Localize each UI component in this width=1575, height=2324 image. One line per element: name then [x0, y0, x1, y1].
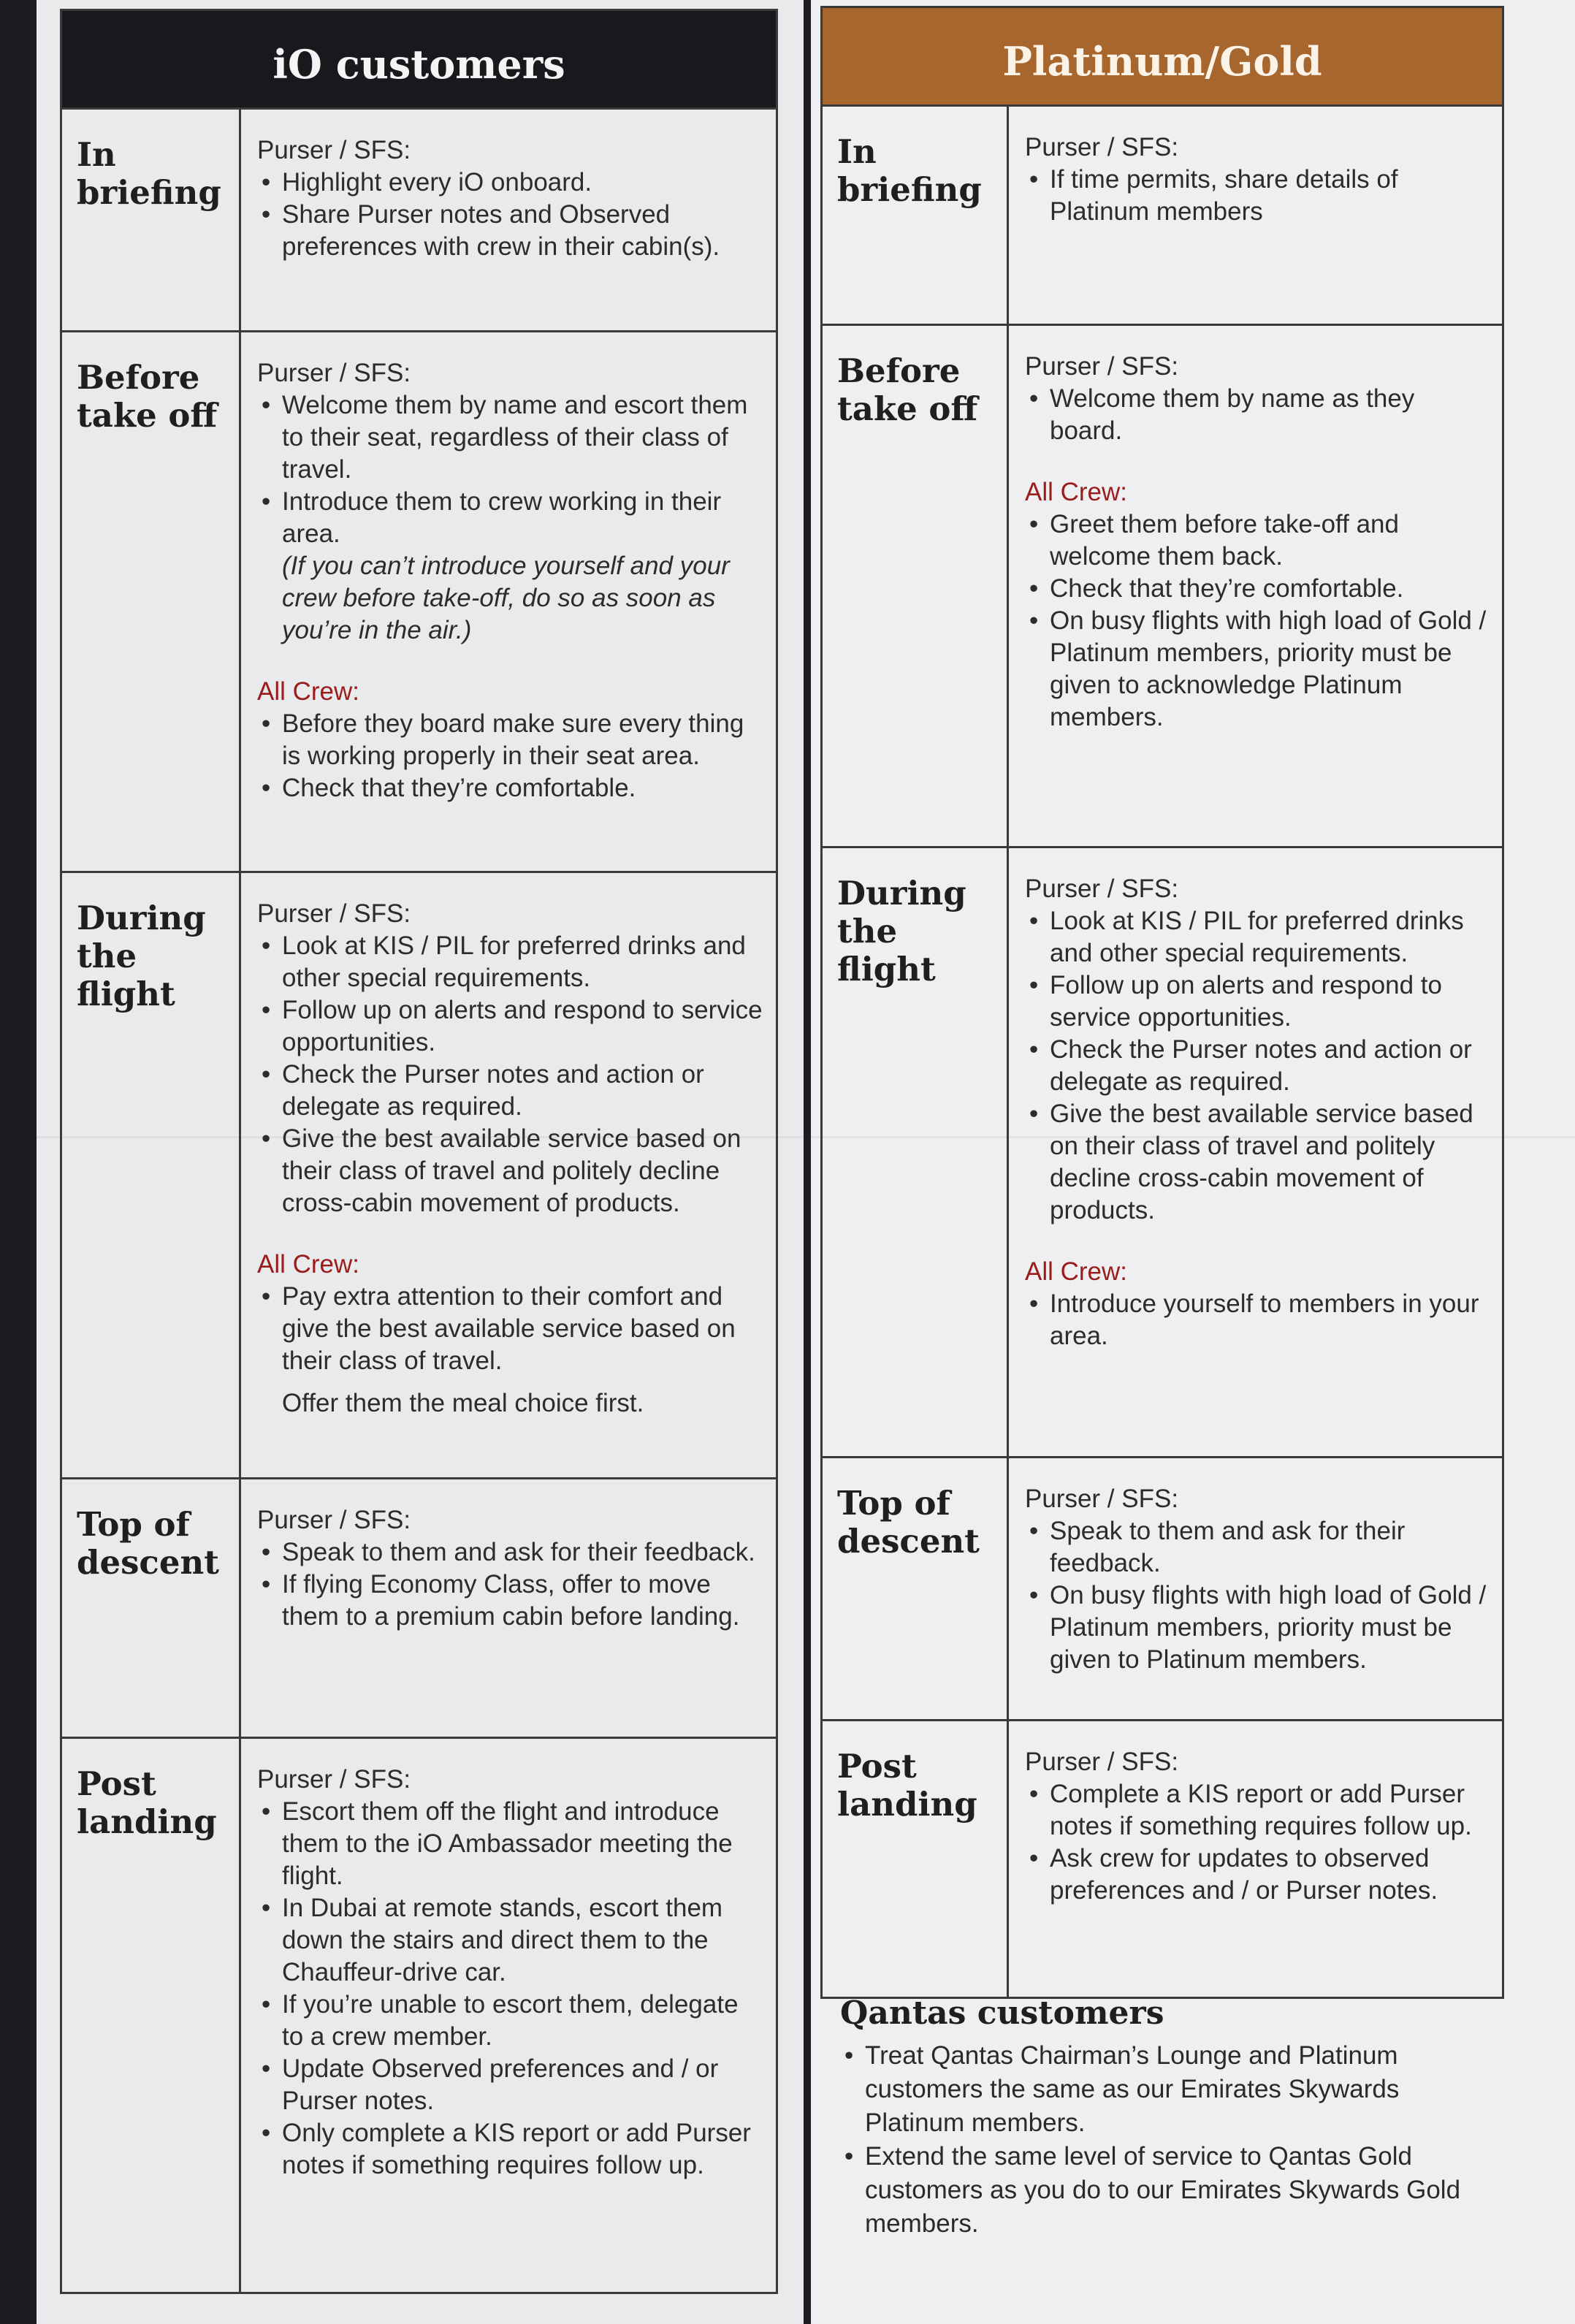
list-item: • Complete a KIS report or add Purser notes if something requires follow up. [1025, 1778, 1489, 1843]
list-item: • Share Purser notes and Observed preferences with crew in their cabin(s). [257, 199, 763, 263]
list-item: • Pay extra attention to their comfort and give the best available service based on their class of travel. [257, 1281, 763, 1377]
all-crew-label: All Crew: [1025, 1257, 1128, 1286]
qantas-customers-section [840, 1995, 1498, 2241]
row-post-landing [61, 1738, 777, 2293]
purser-label: Purser / SFS: [257, 899, 411, 928]
list-item: • Escort them off the flight and introduce them to the iO Ambassador meeting the flight. [257, 1796, 763, 1892]
list-item: • Treat Qantas Chairman’s Lounge and Platinum customers the same as our Emirates Skywards Platinum members. [840, 2039, 1498, 2140]
all-crew-label: All Crew: [257, 1250, 360, 1279]
stage-content [240, 1738, 777, 2293]
stage-label: Top of descent [61, 1479, 240, 1738]
stage-content [240, 872, 777, 1479]
list-item: • Ask crew for updates to observed preferences and / or Purser notes. [1025, 1843, 1489, 1907]
purser-list [1025, 905, 1489, 1227]
crew-list [257, 708, 763, 804]
list-item: • Update Observed preferences and / or Purser notes. [257, 2053, 763, 2117]
list-item: • Introduce yourself to members in your area. [1025, 1288, 1489, 1352]
qantas-heading: Qantas customers [840, 1995, 1164, 2032]
list-item: • On busy flights with high load of Gold / Platinum members, priority must be given to acknowledge Platinum members. [1025, 605, 1489, 734]
purser-label: Purser / SFS: [257, 1765, 411, 1794]
table-heading: iO customers [61, 10, 777, 109]
row-in-briefing [61, 109, 777, 332]
stage-content [1008, 1458, 1503, 1721]
stage-content [1008, 106, 1503, 325]
stage-label: Post landing [61, 1738, 240, 2293]
row-post-landing [822, 1721, 1503, 1998]
stage-label: Post landing [822, 1721, 1008, 1998]
purser-list [1025, 164, 1489, 228]
list-item: • Before they board make sure every thing is working properly in their seat area. [257, 708, 763, 772]
crew-list [257, 1281, 763, 1377]
list-item: • Speak to them and ask for their feedback. [257, 1536, 763, 1569]
crew-list [1025, 1288, 1489, 1352]
list-item: • Follow up on alerts and respond to service opportunities. [1025, 969, 1489, 1034]
stage-content [240, 109, 777, 332]
list-item: • Check the Purser notes and action or delegate as required. [257, 1059, 763, 1123]
list-item: • Check that they’re comfortable. [257, 772, 763, 804]
stage-content [1008, 325, 1503, 847]
purser-list [1025, 1778, 1489, 1907]
purser-label: Purser / SFS: [1025, 875, 1179, 903]
row-top-of-descent [822, 1458, 1503, 1721]
all-crew-label: All Crew: [1025, 478, 1128, 506]
row-top-of-descent [61, 1479, 777, 1738]
row-during-the-flight [61, 872, 777, 1479]
list-item-text: Introduce them to crew working in their area. [282, 487, 722, 548]
list-item: • Follow up on alerts and respond to service opportunities. [257, 994, 763, 1059]
purser-list [1025, 1515, 1489, 1676]
purser-label: Purser / SFS: [257, 1506, 411, 1534]
qantas-list [840, 2039, 1498, 2241]
stage-content [240, 1479, 777, 1738]
row-before-take-off [61, 332, 777, 872]
stage-label: In briefing [61, 109, 240, 332]
list-item: • Look at KIS / PIL for preferred drinks and other special requirements. [1025, 905, 1489, 969]
stage-label: During the flight [61, 872, 240, 1479]
stage-content [240, 332, 777, 872]
list-item: • On busy flights with high load of Gold / Platinum members, priority must be given to Platinum members. [1025, 1580, 1489, 1676]
stage-label: Before take off [822, 325, 1008, 847]
list-item: • If you’re unable to escort them, delegate to a crew member. [257, 1989, 763, 2053]
list-item: • Speak to them and ask for their feedback. [1025, 1515, 1489, 1580]
list-item: • Check that they’re comfortable. [1025, 573, 1489, 605]
all-crew-label: All Crew: [257, 677, 360, 706]
purser-label: Purser / SFS: [257, 136, 411, 164]
list-item: • Extend the same level of service to Qantas Gold customers as you do to our Emirates Skywards Gold members. [840, 2140, 1498, 2241]
list-item: • Welcome them by name as they board. [1025, 383, 1489, 447]
platinum-gold-table [820, 6, 1504, 1999]
list-item: • Highlight every iO onboard. [257, 167, 763, 199]
list-item: • Welcome them by name and escort them to their seat, regardless of their class of travel. [257, 389, 763, 486]
stage-label: Before take off [61, 332, 240, 872]
purser-list [257, 1796, 763, 2182]
list-item: • In Dubai at remote stands, escort them down the stairs and direct them to the Chauffeur-drive car. [257, 1892, 763, 1989]
io-customers-table [60, 9, 778, 2294]
list-item: • Look at KIS / PIL for preferred drinks and other special requirements. [257, 930, 763, 994]
stage-content [1008, 847, 1503, 1458]
stage-content [1008, 1721, 1503, 1998]
list-item: • Only complete a KIS report or add Purser notes if something requires follow up. [257, 2117, 763, 2182]
list-item: • Check the Purser notes and action or delegate as required. [1025, 1034, 1489, 1098]
table-heading: Platinum/Gold [822, 7, 1503, 106]
purser-label: Purser / SFS: [1025, 133, 1179, 161]
list-item [257, 486, 763, 647]
crew-extra-text: Offer them the meal choice first. [282, 1389, 644, 1417]
purser-label: Purser / SFS: [1025, 1485, 1179, 1513]
row-before-take-off [822, 325, 1503, 847]
purser-list [257, 167, 763, 263]
purser-label: Purser / SFS: [1025, 352, 1179, 381]
crew-list [1025, 508, 1489, 734]
purser-note: (If you can’t introduce yourself and your crew before take-off, do so as soon as you’re in the air.) [282, 552, 730, 644]
stage-label: Top of descent [822, 1458, 1008, 1721]
list-item: • Give the best available service based on their class of travel and politely decline cross-cabin movement of products. [1025, 1098, 1489, 1227]
purser-label: Purser / SFS: [1025, 1748, 1179, 1776]
row-during-the-flight [822, 847, 1503, 1458]
purser-label: Purser / SFS: [257, 359, 411, 387]
purser-list [257, 389, 763, 647]
list-item: • If time permits, share details of Platinum members [1025, 164, 1489, 228]
list-item: • Greet them before take-off and welcome them back. [1025, 508, 1489, 573]
stage-label: During the flight [822, 847, 1008, 1458]
stage-label: In briefing [822, 106, 1008, 325]
purser-list [257, 1536, 763, 1633]
purser-list [1025, 383, 1489, 447]
row-in-briefing [822, 106, 1503, 325]
purser-list [257, 930, 763, 1219]
list-item: • If flying Economy Class, offer to move them to a premium cabin before landing. [257, 1569, 763, 1633]
list-item: • Give the best available service based on their class of travel and politely decline cross-cabin movement of products. [257, 1123, 763, 1219]
